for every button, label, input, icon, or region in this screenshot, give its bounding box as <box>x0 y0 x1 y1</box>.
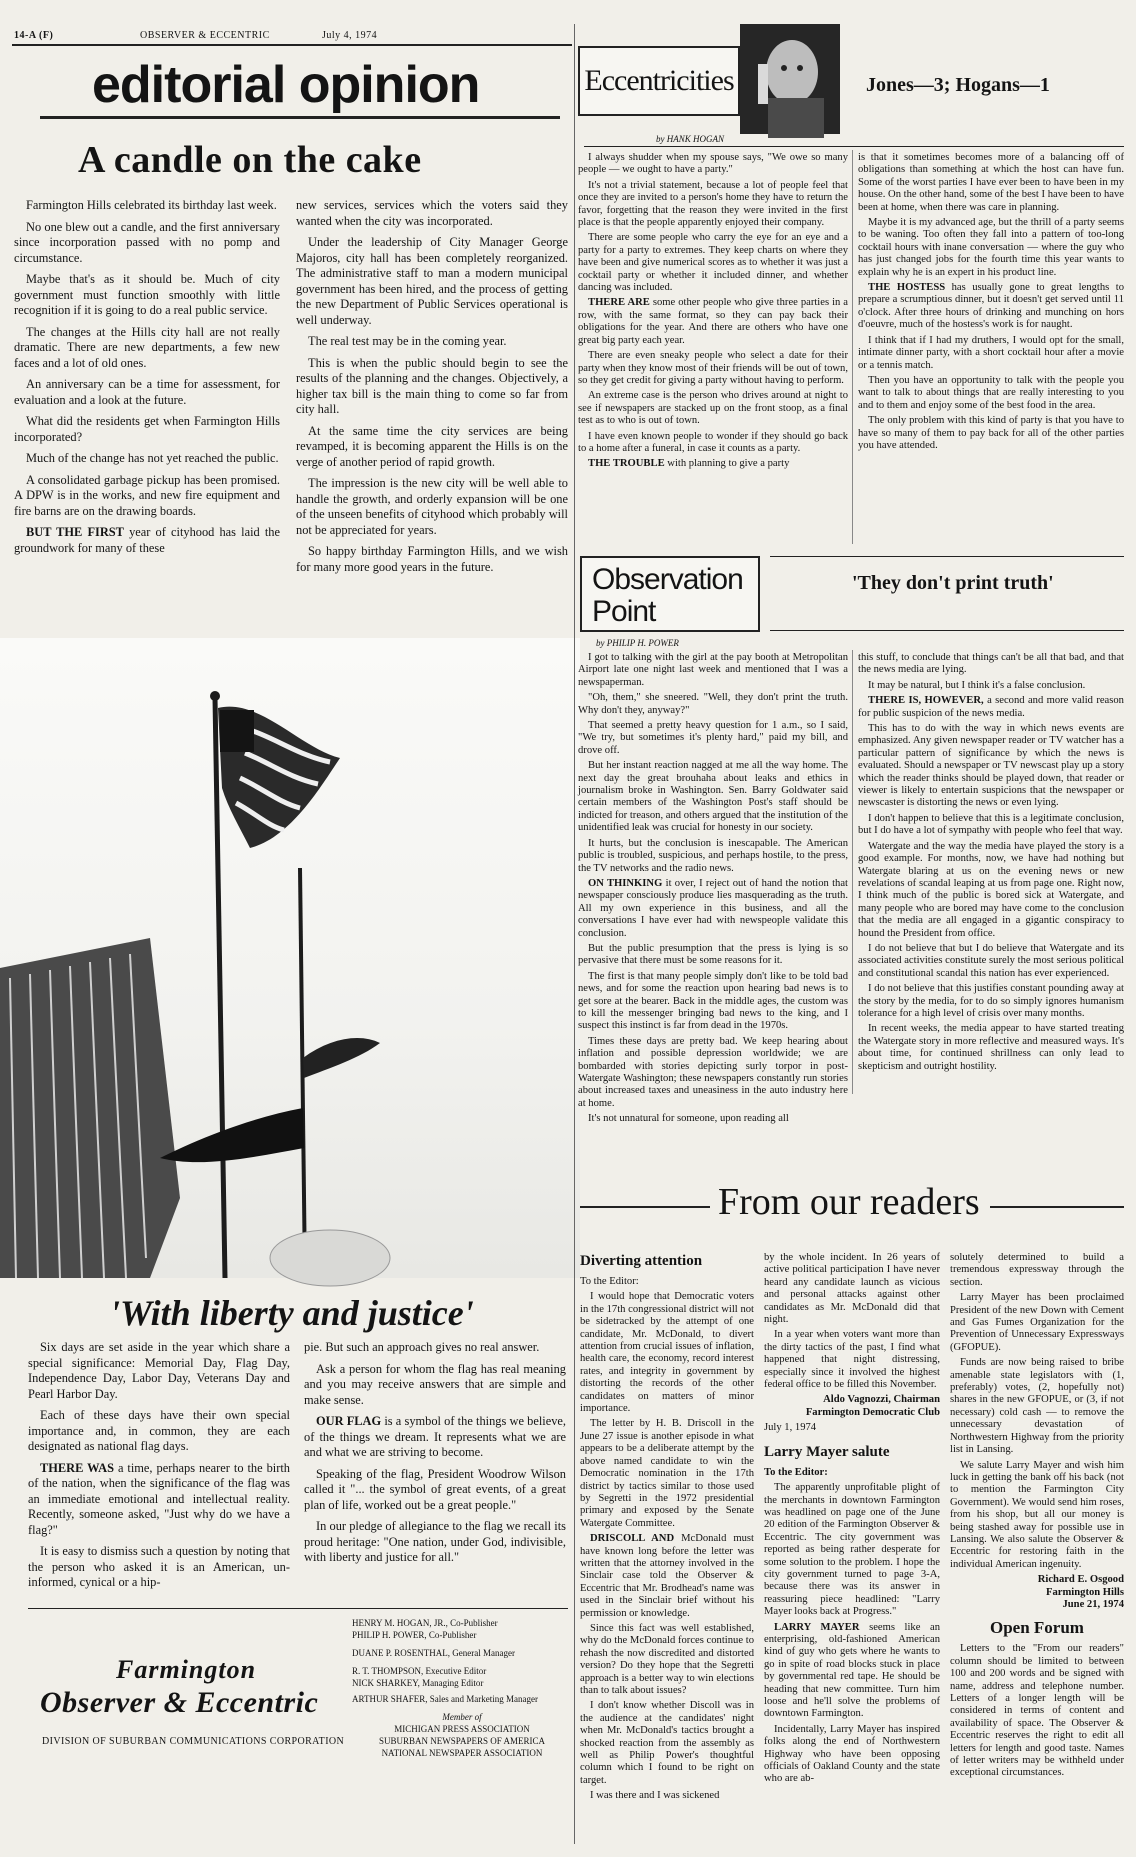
editorial-para <box>14 525 280 556</box>
observation-logo-line2: Point <box>592 595 656 628</box>
letter-para: In a year when voters want more than the dirty tactics of the past, I find what happened that night distressing, especially since it involved the highest federal office to be filled this November. <box>764 1329 940 1391</box>
letter-para: I would hope that Democratic voters in the 17th congressional district will not be sidetracked by the attempt of one candidate, Mr. McDonald, to divert attention from crucial issues of inflation, health care, the economy, record interest rates, and integrity in government by distorting the records of the other candidates on matters of minor importance. <box>580 1291 754 1415</box>
eccentricities-rule <box>584 146 1124 147</box>
liberty-para: Speaking of the flag, President Woodrow Wilson called it "... the symbol of great events, of a great plan of life, worked out be a great people." <box>304 1466 566 1512</box>
column-para: I don't happen to believe that this is a legitimate conclusion, but I do have a lot of sympathy with people who feel that way. <box>858 812 1124 837</box>
liberty-para: pie. But such an approach gives no real answer. <box>304 1340 540 1354</box>
column-para: It's not a trivial statement, because a lot of people feel that once they are invited to a person's home they have to return the favor, forgetting that the reason they were invited in the first place is that the people apparently enjoyed their company. <box>578 179 848 229</box>
member-line: SUBURBAN NEWSPAPERS OF AMERICA <box>379 1736 545 1746</box>
editorial-para: Maybe that's as it should be. Much of city government must function smoothly with little recognition if it is going to do a real public service. <box>14 272 280 317</box>
liberty-para: Ask a person for whom the flag has real meaning and you may receive answers that are simple and make sense. <box>304 1361 566 1407</box>
lead-in: OUR FLAG <box>316 1414 382 1428</box>
column-para: It hurts, but the conclusion is inescapable. The American public is troubled, suspicious, and perhaps hostile, to the press, the TV networks and the radio news. <box>578 837 848 874</box>
letter-mayer-cont-col <box>950 1252 1124 1852</box>
letter-para: Funds are now being raised to bribe amenable state legislators with (1, preferably) votes, (2, hopefully not) shares in the new GFOPUE, or (3, if not necessary) cold cash — to remove the unnecessary devastation of Northwestern Highway from the priority list in Lansing. <box>950 1357 1124 1456</box>
editorial-para: Under the leadership of City Manager George Majoros, city hall has been completely reorganized. The administrative staff to man a modern municipal government has been hired, and the process of getting the new Department of Public Services operational is well underway. <box>296 235 568 327</box>
editorial-banner: editorial opinion <box>92 56 480 114</box>
observation-logo <box>580 556 760 632</box>
lead-in: THERE WAS <box>40 1460 114 1475</box>
lead-in: LARRY MAYER <box>774 1621 860 1633</box>
editorial-col-2 <box>296 198 568 628</box>
letter-signer <box>950 1574 1124 1611</box>
editorial-para: What did the residents get when Farmington Hills incorporated? <box>14 414 280 444</box>
liberty-para <box>304 1414 566 1461</box>
letter-para: The apparently unprofitable plight of the merchants in downtown Farmington was headlined on page one of the June 20 edition of the Farmington Observer & Eccentric. The city government was reported as being rather desperate for some solution to the problem. I hope the city government turned to page 3-A, because there was its answer in reassuring piece headlined: "Larry Mayer looks back at Progress." <box>764 1482 940 1618</box>
column-para: There are even sneaky people who select a date for their party when they know most of their friends will be out of town, so they get credit for giving a party without having to perform. <box>578 350 848 386</box>
staff-line: ARTHUR SHAFER, Sales and Marketing Manager <box>352 1694 538 1704</box>
lead-in: THE HOSTESS <box>868 282 946 294</box>
editorial-para: No one blew out a candle, and the first anniversary since incorporation passed with no pomp and circumstance. <box>14 219 280 265</box>
letter-para: I was there and I was sickened <box>590 1790 720 1802</box>
liberty-para: Six days are set aside in the year which share a special significance: Memorial Day, Flag Day, Independence Day, Labor Day, Veterans Day and Pearl Harbor Day. <box>28 1340 290 1401</box>
para-text: is a symbol of the things we believe, of the things we dream. It represents what we are and what we are striving to become. <box>304 1414 566 1459</box>
readers-rule-left <box>580 1206 710 1208</box>
letter-para: Larry Mayer has been proclaimed President of the new Down with Cement and Gas Fumes Organization for the Prevention of Unnecessary Expressways (GFOPUE). <box>950 1292 1124 1353</box>
eccentricities-headline: Jones—3; Hogans—1 <box>866 74 1050 96</box>
flag-photo-image <box>0 638 580 1278</box>
column-para: In recent weeks, the media appear to have started treating the Watergate story in more reflective and measured ways. It's about time, for continued shrillness can only lead to skepticism and outright hostility. <box>858 1023 1124 1072</box>
editorial-para: A consolidated garbage pickup has been promised. A DPW is in the works, and new fire equipment and fire barns are on the drawing boards. <box>14 472 280 518</box>
staff-line: HENRY M. HOGAN, JR., Co-Publisher <box>352 1618 498 1628</box>
staff-line: NICK SHARKEY, Managing Editor <box>352 1678 484 1688</box>
signer-name: Aldo Vagnozzi, Chairman <box>823 1394 940 1406</box>
column-para: That seemed a pretty heavy question for 1 a.m., so I said, "We try, but sometimes it's plenty hard," paid my bill, and drove off. <box>578 720 848 756</box>
liberty-col-2 <box>304 1340 566 1600</box>
column-para: this stuff, to conclude that things can't be all that bad, and that the news media are lying. <box>858 652 1124 676</box>
editorial-col-1 <box>14 198 280 628</box>
lead-in: ON THINKING <box>588 877 663 889</box>
column-para <box>858 282 1124 332</box>
observation-col-1 <box>578 652 849 1125</box>
letter-para <box>764 1622 940 1721</box>
column-para: is that it sometimes becomes more of a balancing off of obligations than something at which the host can have fun. Some of the worst parties I have ever been to have been in my house. On the other hand, some of the best I have been to have been at home, when there was care in planning. <box>858 152 1124 213</box>
issue-date: July 4, 1974 <box>322 30 378 41</box>
editorial-para: An anniversary can be a time for assessment, for evaluation and a look at the future. <box>14 377 280 407</box>
column-para: Times these days are pretty bad. We keep hearing about inflation and possible depression worldwide; we are bombarded with stories depicting surly torpor in post-Watergate Washington; these newspapers constantly run stories about increased taxes and uneasiness in the auto industry here at home. <box>578 1035 848 1109</box>
lead-in: BUT THE FIRST <box>26 525 124 539</box>
column-para: It's not unnatural for someone, upon reading all <box>588 1113 789 1125</box>
para-text: seems like an enterprising, old-fashioned American kind of guy who gets where he wants to go in spite of road blocks stuck in place by governmental red tape. He should be heading that new committee. Turn him loose and he'll solve the problems of downtown Farmington. <box>764 1621 941 1720</box>
letter-title: Larry Mayer salute <box>764 1443 890 1460</box>
letter-para <box>580 1533 754 1620</box>
header-rule <box>12 44 572 46</box>
para-text: with planning to give a party <box>667 458 790 470</box>
eccentricities-byline: by HANK HOGAN <box>656 134 724 144</box>
lead-in: DRISCOLL AND <box>590 1533 675 1545</box>
paper-name: OBSERVER & ECCENTRIC <box>140 30 270 41</box>
column-para: An extreme case is the person who drives around at night to see if newspapers are stacked up on the front stoop, as a final test as to who is out of town. <box>578 390 848 427</box>
signer-org: Farmington Hills <box>1046 1586 1124 1598</box>
column-para <box>578 878 848 940</box>
column-para: I do not believe that this justifies constant pounding away at the story by the media, for to do so simply ignores humanism tolerance for a high level of crisis over many months. <box>858 983 1124 1019</box>
member-label: Member of <box>442 1712 482 1722</box>
signer-name: Richard E. Osgood <box>1037 1574 1124 1586</box>
column-para: The first is that many people simply don't like to be told bad news, and for some the reaction upon hearing bad news is to get sore at the bearer. Back in the middle ages, the custom was to kill the messenger bringing bad news to the king, and I suspect this instinct is far from dead in the 1970s. <box>578 970 848 1032</box>
masthead-division: DIVISION OF SUBURBAN COMMUNICATIONS CORPORATION <box>42 1736 345 1747</box>
column-para: Maybe it is my advanced age, but the thrill of a party seems to be waning. Too often they fall into a pattern of too-long cocktail hours with inane conversation — where the guy who has just changed jobs for the fourth time this year wants to explain why he is an expert in his product line. <box>858 217 1124 278</box>
para-text: year of cityhood has laid the groundwork for many of these <box>14 525 280 555</box>
letter-salutation: To the Editor: <box>580 1276 639 1287</box>
lead-in: THERE ARE <box>588 297 650 309</box>
open-forum-text: Letters to the "From our readers" column should be limited to between 100 and 200 words and be signed with name, address and telephone number. Letters of a longer length will be considered in terms of content and availability of space. The Observer & Eccentric reserves the right to edit all letters for length and good taste. Names of letter writers may be withheld under exceptional circumstances. <box>950 1643 1124 1779</box>
column-divider <box>852 150 853 544</box>
masthead-staff <box>352 1617 572 1759</box>
editorial-para: The changes at the Hills city hall are not really dramatic. There are new departments, a few new faces and a lot of old ones. <box>14 324 280 370</box>
liberty-para: Each of these days have their own special importance and, in common, they are each designated as national flag days. <box>28 1408 290 1453</box>
column-para: But the public presumption that the press is lying is so pervasive that there must be some reasons for it. <box>578 942 848 967</box>
column-para <box>578 297 848 347</box>
column-para: I have even known people to wonder if they should go back to a home after a funeral, in case it counts as a party. <box>578 430 848 454</box>
liberty-para <box>28 1461 290 1539</box>
para-text: it over, I reject out of hand the notion that newspaper consciously produce lies masquerading as the truth. All my own experience in this business, and all the conversations I have ever had with newspeople validate this conclusion. <box>578 877 849 939</box>
liberty-headline: 'With liberty and justice' <box>110 1293 474 1333</box>
observation-logo-line1: Observation <box>592 563 743 596</box>
para-text: a time, perhaps nearer to the birth of the nation, when the significance of the flag was an immediate emotional and intellectual reality. Recently, someone asked, "Just why do we have a flag?" <box>28 1460 290 1537</box>
editorial-para: This is when the public should begin to see the results of the planning and the changes. Objectively, a higher tax bill is the main thing to come so far from city hall. <box>296 355 568 416</box>
para-text: some other people who give three parties in a row, with the same format, so they can pay back their obligations for the year. And there are others who have one great big party each year. <box>578 297 849 346</box>
eccentricities-col-2 <box>858 152 1124 544</box>
editorial-para: Much of the change has not yet reached the public. <box>26 451 279 465</box>
column-para: It may be natural, but I think it's a false conclusion. <box>868 679 1086 691</box>
columnist-portrait <box>740 24 840 134</box>
masthead-logo-line1: Farmington <box>116 1655 257 1684</box>
observation-byline: by PHILIP H. POWER <box>596 638 679 648</box>
para-text: a second and more valid reason for public suspicion of the news media. <box>858 695 1124 719</box>
para-text: McDonald must have known long before the letter was written that the attorney involved in the Sinclair case told the Observer & Eccentric that Mr. Brodhead's name was used in the Sinclair brief without his permission or knowledge. <box>580 1533 754 1619</box>
letter-para: by the whole incident. In 26 years of active political participation I have never heard any candidate launch as vicious and personal attacks against other candidates as Mr. McDonald did that night. <box>764 1252 940 1326</box>
editorial-para: The real test may be in the coming year. <box>308 334 507 348</box>
member-line: NATIONAL NEWSPAPER ASSOCIATION <box>381 1748 543 1758</box>
column-para: I do not believe that but I do believe that Watergate and its associated activities constitute surely the most serious political and constitutional scandal this nation has ever experienced. <box>858 942 1124 979</box>
column-para: "Oh, them," she sneered. "Well, they don't print the truth. Why don't they, anyway?" <box>578 692 848 716</box>
editorial-para: At the same time the city services are being revamped, it is becoming apparent the Hills is on the verge of another period of rapid growth. <box>296 423 568 469</box>
column-para <box>578 458 848 470</box>
column-para: But her instant reaction nagged at me all the way home. The next day the great brouhaha about leaks and ethics in journalism broke in Washington. Sen. Barry Goldwater said certain members of the Washington Post's staff should be indicted for treason, and others argued that the institution of the unidentified leak was crucial for honesty in our society. <box>578 760 848 834</box>
staff-line: PHILIP H. POWER, Co-Publisher <box>352 1630 477 1640</box>
para-text: has usually gone to great lengths to prepare a scrumptious dinner, but it doesn't get served until 11 o'clock. After three hours of drinking and munching on hors d'oeuvre, much of the hostess's work is for naught. <box>858 282 1124 331</box>
column-divider <box>852 650 853 1094</box>
observation-frame <box>770 556 1124 557</box>
staff-line: R. T. THOMPSON, Executive Editor <box>352 1666 487 1676</box>
masthead-logo-line2: Observer & Eccentric <box>40 1686 319 1719</box>
letter-para: We salute Larry Mayer and wish him luck in getting the bank off his back (not to mention the Farmington City Government). We would send him roses, from his shop, but all our money is being stashed away for possible use in Lansing. We also salute the Observer & Eccentric for restoring faith in the individual American ingenuity. <box>950 1459 1124 1570</box>
letter-para: The letter by H. B. Driscoll in the June 27 issue is another episode in what appears to be a deliberate attempt by the above named candidate to win the Democratic nomination in the 17th district by tactics similar to those used by Segretti in the 1972 presidential primary and exposed by the Senate Watergate Committee. <box>580 1418 754 1529</box>
letter-date: July 1, 1974 <box>764 1422 817 1434</box>
letter-title: Diverting attention <box>580 1253 703 1269</box>
observation-headline: 'They don't print truth' <box>852 572 1054 594</box>
letter-salutation: To the Editor: <box>764 1466 828 1478</box>
letter-date: June 21, 1974 <box>1062 1598 1124 1610</box>
page-number: 14-A (F) <box>14 30 54 41</box>
letter-para: I don't know whether Discoll was in the audience at the candidates' night when Mr. McDonald's tactics brought a shocked reaction from the assembly as well as Philip Power's thoughtful column which I found to be right on target. <box>580 1700 754 1786</box>
editorial-headline: A candle on the cake <box>78 139 422 181</box>
column-para: I always shudder when my spouse says, "We owe so many people — we ought to have a party." <box>578 152 848 176</box>
open-forum-title: Open Forum <box>990 1618 1084 1638</box>
column-para: The only problem with this kind of party is that you have to have so many of them to pay back for all of the other parties you have attended. <box>858 415 1124 451</box>
liberty-para: In our pledge of allegiance to the flag we recall its proud heritage: "One nation, under God, indivisible, with liberty and justice for all." <box>304 1519 566 1564</box>
editorial-para: The impression is the new city will be well able to handle the growth, and orderly expansion will be one of the unseen benefits of cityhood which probably will not be appreciated for years. <box>296 476 568 537</box>
column-para: There are some people who carry the eye for an eye and a party for a party to extremes. They keep charts on where they have been and give numerical scores as to whether it was just a cocktail party or whether it included dinner, and whether dancing was included. <box>578 232 848 294</box>
readers-banner: From our readers <box>718 1181 980 1223</box>
letter-para: Since this fact was well established, why do the McDonald forces continue to rehash the now discredited and distorted version? Do they hope that the Segretti approach is a better way to win elections than to talk about issues? <box>580 1622 754 1696</box>
observation-col-2 <box>858 652 1124 1094</box>
letter-para: solutely determined to build a tremendous expressway through the section. <box>950 1252 1124 1288</box>
letter-signer <box>764 1394 940 1419</box>
banner-underline <box>40 116 560 119</box>
liberty-para: It is easy to dismiss such a question by noting that the person who asked it is an American, un-informed, cynical or a hip- <box>28 1544 290 1589</box>
lead-in: THE TROUBLE <box>588 458 665 470</box>
member-line: MICHIGAN PRESS ASSOCIATION <box>394 1724 530 1734</box>
column-para: I think that if I had my druthers, I would opt for the small, intimate dinner party, with a short cocktail hour after a movie or a tennis match. <box>858 334 1124 371</box>
column-para: This has to do with the way in which news events are emphasized. Any given newspaper reader or TV watcher has a particular pattern of significance by which the news is evaluated. Should a newspaper or TV newscast play up a story which the reader thinks should be played down, that reader or viewer is likely to entertain suspicions that the newspaper or newscaster is distorting the news or even lying. <box>858 723 1124 809</box>
eccentricities-col-1 <box>578 152 848 544</box>
eccentricities-logo: Eccentricities <box>578 46 740 116</box>
editorial-para: So happy birthday Farmington Hills, and we wish for many more good years in the future. <box>296 544 568 574</box>
page-divider <box>574 24 575 1844</box>
letter-para: Incidentally, Larry Mayer has inspired folks along the end of Northwestern Highway who have been opposing officials of Oakland County and the state who are ab- <box>764 1723 940 1785</box>
readers-rule-right <box>990 1206 1124 1208</box>
editorial-para: new services, services which the voters said they wanted when the city was incorporated. <box>296 198 568 228</box>
editorial-para: Farmington Hills celebrated its birthday last week. <box>26 198 277 212</box>
staff-line: DUANE P. ROSENTHAL, General Manager <box>352 1648 515 1658</box>
column-para: Watergate and the way the media have played the story is a good example. For months, now, we have had nothing but Watergate blaring at us on the evening news or new revelations of scandal leaping at us from page one. Right now, I think much of the public is bored sick at Watergate, and many people who are bored may have come to the conclusion that the media are all engaged in a gigantic conspiracy to hound the President from office. <box>858 840 1124 939</box>
letter-diverting-col <box>580 1252 754 1852</box>
signer-org: Farmington Democratic Club <box>805 1406 940 1418</box>
flag-photo <box>0 638 580 1278</box>
masthead-rule <box>28 1608 568 1609</box>
columnist-photo <box>740 24 840 134</box>
column-para: I got to talking with the girl at the pay booth at Metropolitan Airport late one night last week and mentioned that I was a newspaperman. <box>578 652 848 688</box>
column-para <box>858 695 1124 720</box>
liberty-col-1 <box>28 1340 290 1600</box>
observation-frame-bottom <box>770 630 1124 631</box>
column-para: Then you have an opportunity to talk with the people you want to talk to about things that are really interesting to you and to them and enjoy some of the best food in the area. <box>858 374 1124 411</box>
lead-in: THERE IS, HOWEVER, <box>868 695 984 707</box>
letter-cont-col <box>764 1252 940 1852</box>
